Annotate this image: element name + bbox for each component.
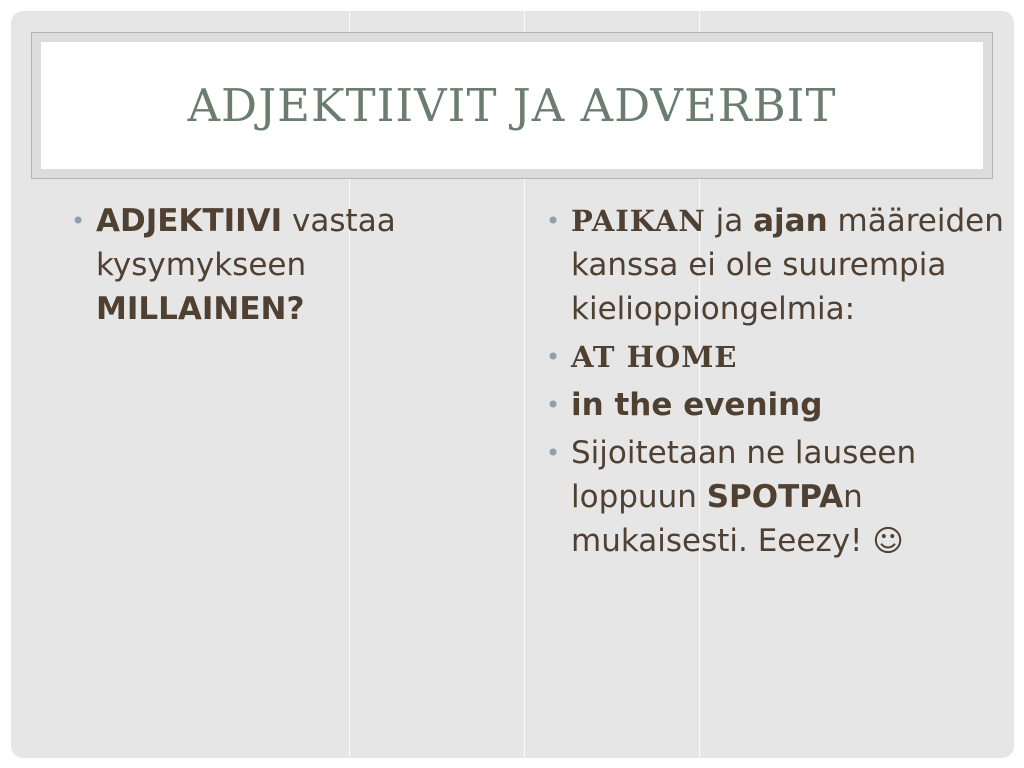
title-frame (31, 32, 993, 179)
term-adjektiivi: ADJEKTIIVI (96, 203, 283, 239)
title-panel (41, 42, 983, 169)
bullet-icon: • (71, 207, 86, 235)
example-at-home: AT HOME (571, 340, 738, 374)
term-spotpa: SPOTPA (706, 479, 844, 515)
bullet-text: ja (705, 203, 754, 239)
slide (11, 11, 1014, 758)
bullet-icon: • (546, 391, 561, 419)
term-ajan: ajan (753, 203, 828, 239)
bullet-text: määreiden kanssa ei ole suurempia kielioppiongelmia: (571, 203, 1004, 327)
bullet-item-paikan (546, 199, 1006, 331)
smiley-icon: ☺ (872, 524, 904, 559)
bullet-icon: • (546, 343, 561, 371)
bullet-text: n mukaisesti. Eeezy! (571, 479, 873, 559)
bullet-text: Sijoitetaan ne lauseen loppuun (571, 435, 917, 515)
bullet-item-at-home (546, 335, 1006, 379)
right-column (546, 199, 1006, 568)
example-in-the-evening: in the evening (571, 387, 823, 423)
slide-title: ADJEKTIIVIT JA ADVERBIT (187, 79, 837, 132)
bullet-item-sijoitetaan (546, 431, 1006, 564)
bullet-item-adjektiivi (71, 199, 491, 331)
term-paikan: PAIKAN (571, 204, 706, 238)
bullet-item-in-the-evening (546, 383, 1006, 427)
bullet-icon: • (546, 439, 561, 467)
term-millainen: MILLAINEN? (96, 291, 305, 327)
bullet-text: vastaa kysymykseen (96, 203, 396, 283)
bullet-icon: • (546, 207, 561, 235)
left-column (71, 199, 491, 335)
